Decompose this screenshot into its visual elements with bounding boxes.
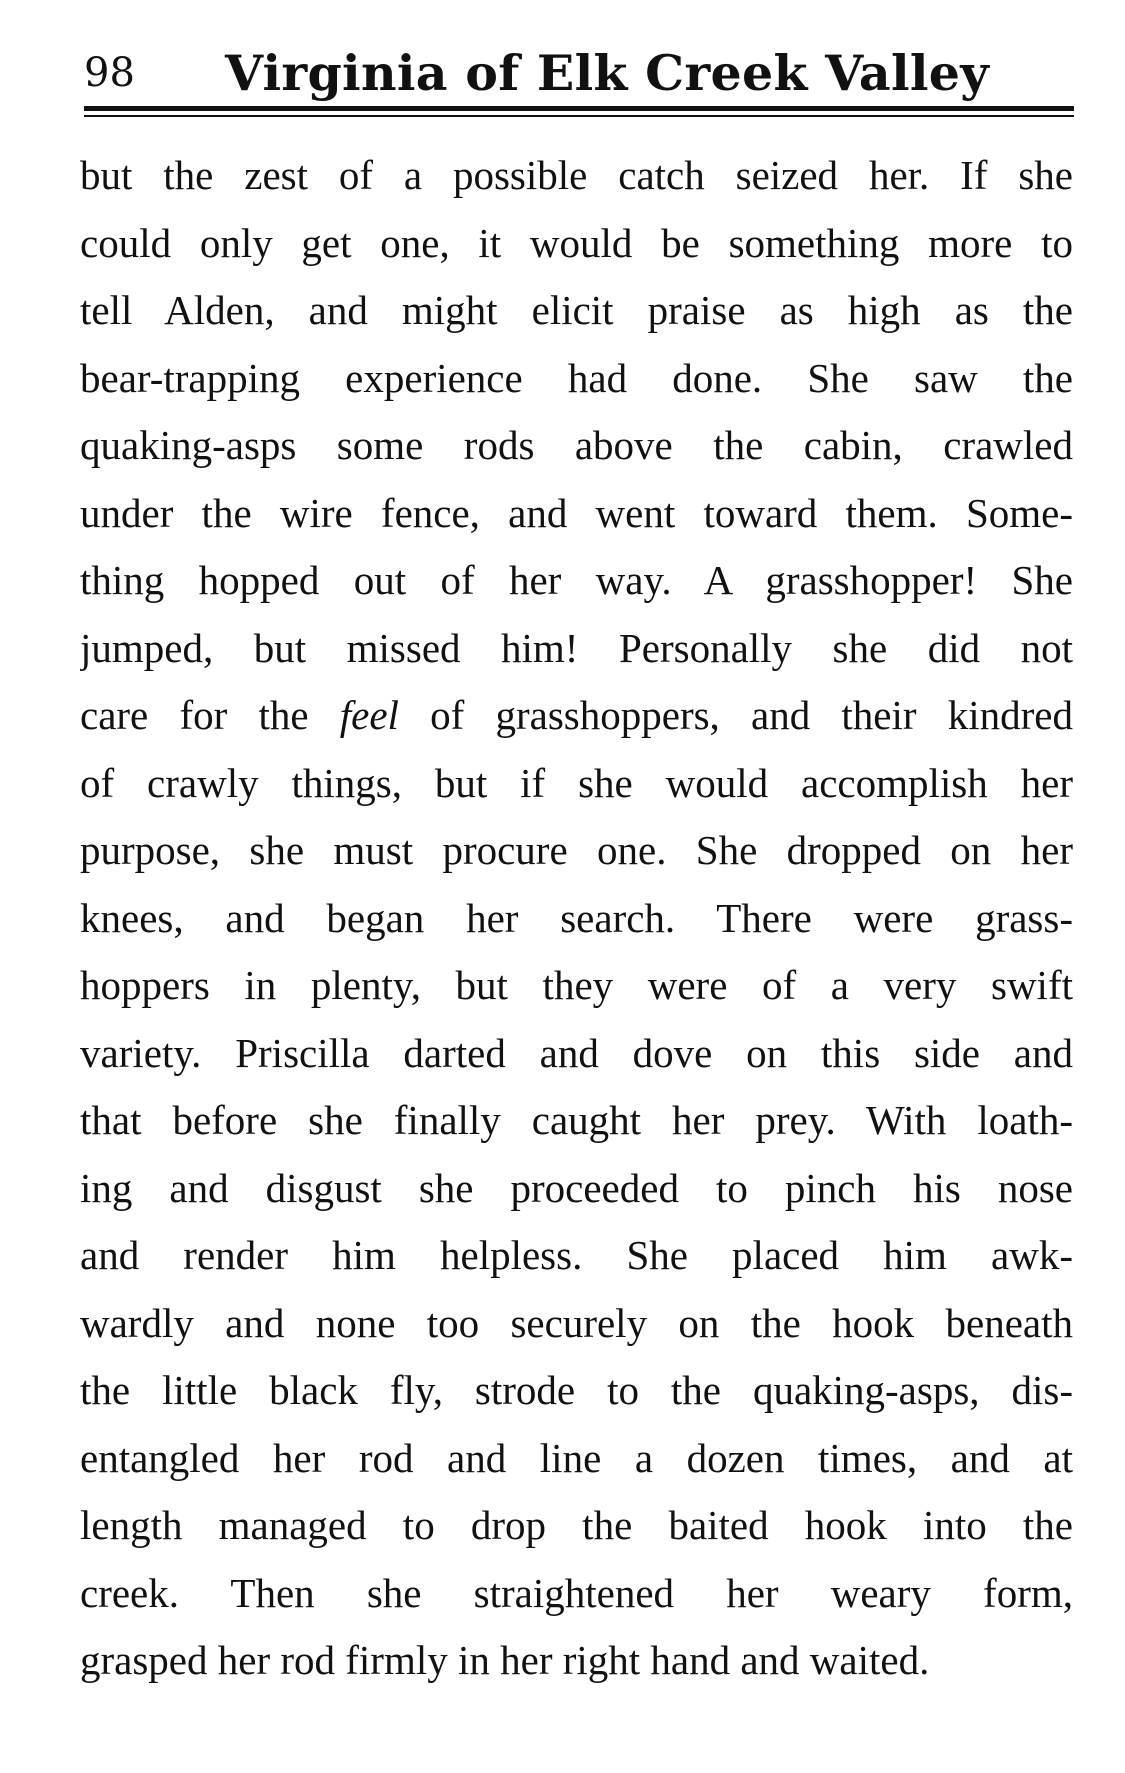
running-title: Virginia of Elk Creek Valley — [225, 44, 990, 102]
text-line: entangled her rod and line a dozen times, and at — [80, 1434, 1073, 1481]
text-line: variety. Priscilla darted and dove on this side and — [80, 1029, 1073, 1076]
text-line: under the wire fence, and went toward them. Some- — [80, 489, 1073, 536]
text-line: knees, and began her search. There were grass- — [80, 894, 1073, 941]
text-line: that before she finally caught her prey. With loath- — [80, 1097, 1073, 1143]
emphasized-word: feel — [339, 692, 399, 738]
running-head — [84, 40, 1074, 106]
text-line: hoppers in plenty, but they were of a very swift — [80, 962, 1073, 1008]
text-segment: care for the — [80, 692, 340, 738]
header-rule-thick — [84, 106, 1074, 111]
text-line: thing hopped out of her way. A grasshopper! She — [80, 557, 1073, 603]
body-text — [80, 142, 1073, 1695]
page-number: 98 — [84, 50, 135, 96]
text-line: quaking-asps some rods above the cabin, crawled — [80, 422, 1073, 468]
text-line: tell Alden, and might elicit praise as high as the — [80, 287, 1073, 333]
text-line: grasped her rod firmly in her right hand and waited. — [80, 1637, 930, 1683]
text-line: of crawly things, but if she would accomplish her — [80, 759, 1073, 806]
text-line: the little black fly, strode to the quaking-asps, dis- — [80, 1367, 1073, 1413]
text-line-with-emphasis — [80, 682, 1073, 750]
text-line: bear-trapping experience had done. She saw the — [80, 354, 1073, 401]
text-line: and render him helpless. She placed him awk- — [80, 1232, 1073, 1278]
text-line: creek. Then she straightened her weary form, — [80, 1569, 1073, 1616]
text-line: jumped, but missed him! Personally she did not — [80, 624, 1073, 671]
text-line: ing and disgust she proceeded to pinch his nose — [80, 1164, 1073, 1211]
text-line: wardly and none too securely on the hook beneath — [80, 1299, 1073, 1346]
text-line: could only get one, it would be something more to — [80, 219, 1073, 266]
text-line: purpose, she must procure one. She dropped on her — [80, 827, 1073, 873]
text-line: but the zest of a possible catch seized her. If she — [80, 152, 1073, 198]
text-segment: of grasshoppers, and their kindred — [398, 692, 1073, 738]
text-line: length managed to drop the baited hook into the — [80, 1502, 1073, 1548]
header-rule-thin — [84, 115, 1074, 117]
